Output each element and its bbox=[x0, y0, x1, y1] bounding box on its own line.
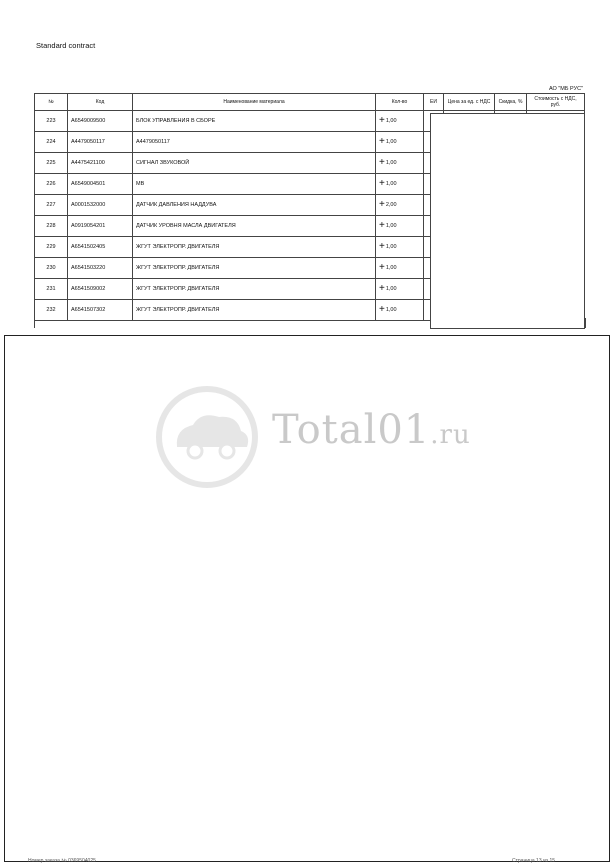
qty-value: 1,00 bbox=[385, 118, 397, 124]
cell-qty bbox=[376, 111, 424, 132]
header-no: № bbox=[35, 94, 68, 111]
cell-name: ЖГУТ ЭЛЕКТРОПР. ДВИГАТЕЛЯ bbox=[133, 300, 376, 321]
table-continuation bbox=[34, 318, 586, 328]
watermark-domain: .ru bbox=[430, 420, 471, 450]
header-code: Код bbox=[68, 94, 133, 111]
cell-no: 225 bbox=[35, 153, 68, 174]
plus-icon: + bbox=[379, 304, 385, 315]
qty-value: 1,00 bbox=[385, 160, 397, 166]
qty-value: 1,00 bbox=[385, 265, 397, 271]
qty-value: 1,00 bbox=[385, 286, 397, 292]
cell-no: 223 bbox=[35, 111, 68, 132]
cell-qty bbox=[376, 258, 424, 279]
cell-qty bbox=[376, 132, 424, 153]
cell-name: A4479050117 bbox=[133, 132, 376, 153]
cell-no: 230 bbox=[35, 258, 68, 279]
cell-name: ЖГУТ ЭЛЕКТРОПР. ДВИГАТЕЛЯ bbox=[133, 279, 376, 300]
cell-name: ЖГУТ ЭЛЕКТРОПР. ДВИГАТЕЛЯ bbox=[133, 258, 376, 279]
cell-qty bbox=[376, 279, 424, 300]
cell-code: A6541507302 bbox=[68, 300, 133, 321]
cell-no: 227 bbox=[35, 195, 68, 216]
plus-icon: + bbox=[379, 283, 385, 294]
redaction-box bbox=[430, 113, 585, 329]
cell-qty bbox=[376, 237, 424, 258]
qty-value: 1,00 bbox=[385, 244, 397, 250]
cell-code: A6541502405 bbox=[68, 237, 133, 258]
plus-icon: + bbox=[379, 241, 385, 252]
plus-icon: + bbox=[379, 136, 385, 147]
cell-name: MB bbox=[133, 174, 376, 195]
document-title: Standard contract bbox=[36, 41, 96, 50]
cell-qty bbox=[376, 195, 424, 216]
cell-name: ДАТЧИК УРОВНЯ МАСЛА ДВИГАТЕЛЯ bbox=[133, 216, 376, 237]
watermark-brand: Total01 bbox=[272, 407, 431, 453]
cell-no: 232 bbox=[35, 300, 68, 321]
cell-name: БЛОК УПРАВЛЕНИЯ В СБОРЕ bbox=[133, 111, 376, 132]
header-qty: Кол-во bbox=[376, 94, 424, 111]
plus-icon: + bbox=[379, 178, 385, 189]
cell-qty bbox=[376, 174, 424, 195]
cell-code: A0919054201 bbox=[68, 216, 133, 237]
qty-value: 1,00 bbox=[385, 139, 397, 145]
header-discount: Скидка, % bbox=[495, 94, 527, 111]
footer-page-number: Страница 13 из 15 bbox=[512, 858, 556, 864]
watermark-text bbox=[272, 407, 471, 453]
company-name: АО "МБ РУС" bbox=[549, 86, 583, 92]
qty-value: 1,00 bbox=[385, 307, 397, 313]
cell-no: 229 bbox=[35, 237, 68, 258]
cell-no: 231 bbox=[35, 279, 68, 300]
header-name: Наименование материала bbox=[133, 94, 376, 111]
cell-no: 224 bbox=[35, 132, 68, 153]
cell-code: A4475421100 bbox=[68, 153, 133, 174]
header-uom: ЕИ bbox=[424, 94, 444, 111]
cell-code: A6549004501 bbox=[68, 174, 133, 195]
cell-code: A0001532000 bbox=[68, 195, 133, 216]
plus-icon: + bbox=[379, 262, 385, 273]
plus-icon: + bbox=[379, 157, 385, 168]
plus-icon: + bbox=[379, 115, 385, 126]
table-header-row bbox=[35, 94, 585, 111]
qty-value: 1,00 bbox=[385, 223, 397, 229]
cell-qty bbox=[376, 216, 424, 237]
cell-no: 226 bbox=[35, 174, 68, 195]
cell-name: СИГНАЛ ЗВУКОВОЙ bbox=[133, 153, 376, 174]
footer-order-number: Номер заказа № 0369504025 bbox=[28, 858, 96, 864]
cell-name: ДАТЧИК ДАВЛЕНИЯ НАДДУВА bbox=[133, 195, 376, 216]
cell-code: A6541509002 bbox=[68, 279, 133, 300]
cell-code: A6541503220 bbox=[68, 258, 133, 279]
qty-value: 2,00 bbox=[385, 202, 397, 208]
cell-code: A4479050117 bbox=[68, 132, 133, 153]
header-total: Стоимость с НДС, руб. bbox=[527, 94, 585, 111]
cell-name: ЖГУТ ЭЛЕКТРОПР. ДВИГАТЕЛЯ bbox=[133, 237, 376, 258]
cell-code: A6549009500 bbox=[68, 111, 133, 132]
plus-icon: + bbox=[379, 199, 385, 210]
plus-icon: + bbox=[379, 220, 385, 231]
header-price: Цена за ед. с НДС bbox=[444, 94, 495, 111]
cell-no: 228 bbox=[35, 216, 68, 237]
qty-value: 1,00 bbox=[385, 181, 397, 187]
cell-qty bbox=[376, 153, 424, 174]
